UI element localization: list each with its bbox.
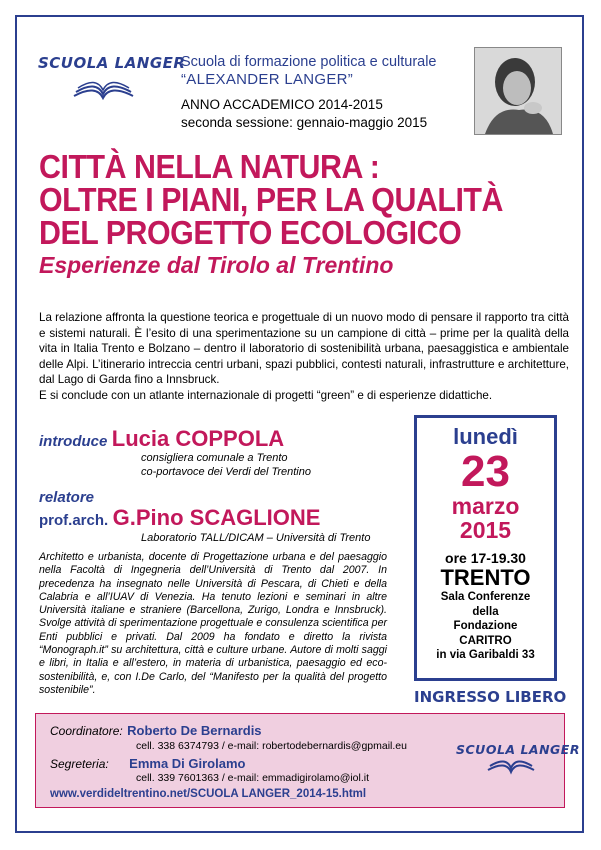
venue-line5: in via Garibaldi 33 xyxy=(436,649,535,661)
event-title xyxy=(39,150,527,249)
introducer-desc2: co-portavoce dei Verdi del Trentino xyxy=(141,465,311,478)
venue-line3: Fondazione xyxy=(453,620,518,632)
title-line1: CITTÀ NELLA NATURA : xyxy=(39,148,380,185)
school-line1: Scuola di formazione politica e culturale xyxy=(181,54,437,70)
event-time: ore 17-19.30 xyxy=(445,550,526,566)
website-link[interactable]: www.verdideltrentino.net/SCUOLA LANGER_2014-15.html xyxy=(50,788,367,800)
title-line2: OLTRE I PIANI, PER LA QUALITÀ xyxy=(39,181,503,218)
session-line: seconda sessione: gennaio-maggio 2015 xyxy=(181,115,428,130)
event-date: 23 xyxy=(461,447,510,496)
secretary-label: Segreteria: xyxy=(50,757,109,771)
secretary-contact: cell. 339 7601363 / e-mail: emmadigirolamo@iol.it xyxy=(136,772,370,784)
coordinator-contact: cell. 338 6374793 / e-mail: robertodebernardis@gpmail.eu xyxy=(136,740,407,752)
venue-line2: della xyxy=(472,605,499,618)
portrait-icon xyxy=(475,48,561,134)
intro-p1: La relazione affronta la questione teorica e progettuale di un nuovo modo di pensare il rapporto tra città e sistemi naturali. È l’esito di una sperimentazione su un campione di città – prime per la qualità della vita in Italia Trento e Bolzano – dentro il laboratorio di sostenibilità urbana, paesaggistica e ambientale delle Alpi. L’itinerario intreccia centri urbani, spazi pubblici, contesti naturali, infrastrutture e architetture, dal Lago di Garda fino a Innsbruck. xyxy=(39,311,569,387)
academic-year xyxy=(181,96,427,132)
introducer xyxy=(39,426,284,452)
event-year: 2015 xyxy=(459,517,512,543)
secretary xyxy=(50,755,245,773)
intro-text xyxy=(39,310,569,404)
school-line2: “ALEXANDER LANGER” xyxy=(181,71,354,88)
footer-logo-text: SCUOLA LANGER xyxy=(456,742,580,757)
logo-text: SCUOLA LANGER xyxy=(38,54,186,72)
portrait-photo xyxy=(474,47,562,135)
introducer-desc xyxy=(141,452,311,479)
intro-p2: E si conclude con un atlante internazionale di progetti “green” e di esperienze didattiche. xyxy=(39,388,493,402)
coordinator-name: Roberto De Bernardis xyxy=(127,723,262,738)
event-month: marzo xyxy=(451,493,520,519)
coordinator-label: Coordinatore: xyxy=(50,724,123,738)
footer-logo xyxy=(456,728,580,776)
speaker-title: prof.arch. xyxy=(39,512,109,529)
school-logo xyxy=(36,48,186,100)
year-line: ANNO ACCADEMICO 2014-2015 xyxy=(181,97,383,112)
event-city: TRENTO xyxy=(440,565,531,590)
free-entry: INGRESSO LIBERO xyxy=(414,688,567,706)
speaker-role: relatore xyxy=(39,489,95,506)
introducer-role: introduce xyxy=(39,433,108,450)
event-subtitle: Esperienze dal Tirolo al Trentino xyxy=(39,252,394,278)
venue-line1: Sala Conferenze xyxy=(440,591,531,603)
introducer-name: Lucia COPPOLA xyxy=(111,426,285,451)
introducer-desc1: consigliera comunale a Trento xyxy=(141,452,288,464)
speaker xyxy=(39,505,320,531)
event-date-box xyxy=(414,415,557,681)
title-line3: DEL PROGETTO ECOLOGICO xyxy=(39,214,462,251)
coordinator xyxy=(50,722,262,740)
speaker-name: G.Pino SCAGLIONE xyxy=(112,505,321,530)
speaker-bio: Architetto e urbanista, docente di Progettazione urbana e del paesaggio nella Facoltà di Ingegneria dell’Università di Trento dal 2007. In precedenza ha insegnato nelle Università di Pescara, di Chieti e della Calabria e all’IUAV di Venezia. Ha tenuto lezioni e seminari in altre Università italiane e straniere (Barcellona, Zurigo, Londra e Innsbruck). Svolge attività di sperimentazione progettuale e consulenza scientifica per Enti pubblici e privati. Dal 2009 ha fondato e diretto la rivista “Monograph.it” su architettura, città e culture urbane. Autore di molti saggi e libri, in Italia e all’estero, in materia di urbanistica, paesaggio ed eco-sostenibilità, e, con I.De Carlo, del “Manifesto per la qualità del progetto sostenibile”. xyxy=(39,551,387,696)
event-day: lunedì xyxy=(453,424,518,449)
venue-line4: CARITRO xyxy=(459,634,512,647)
school-name xyxy=(181,53,437,89)
contact-footer xyxy=(35,713,580,808)
secretary-name: Emma Di Girolamo xyxy=(129,756,246,771)
speaker-desc: Laboratorio TALL/DICAM – Università di Trento xyxy=(141,532,371,544)
